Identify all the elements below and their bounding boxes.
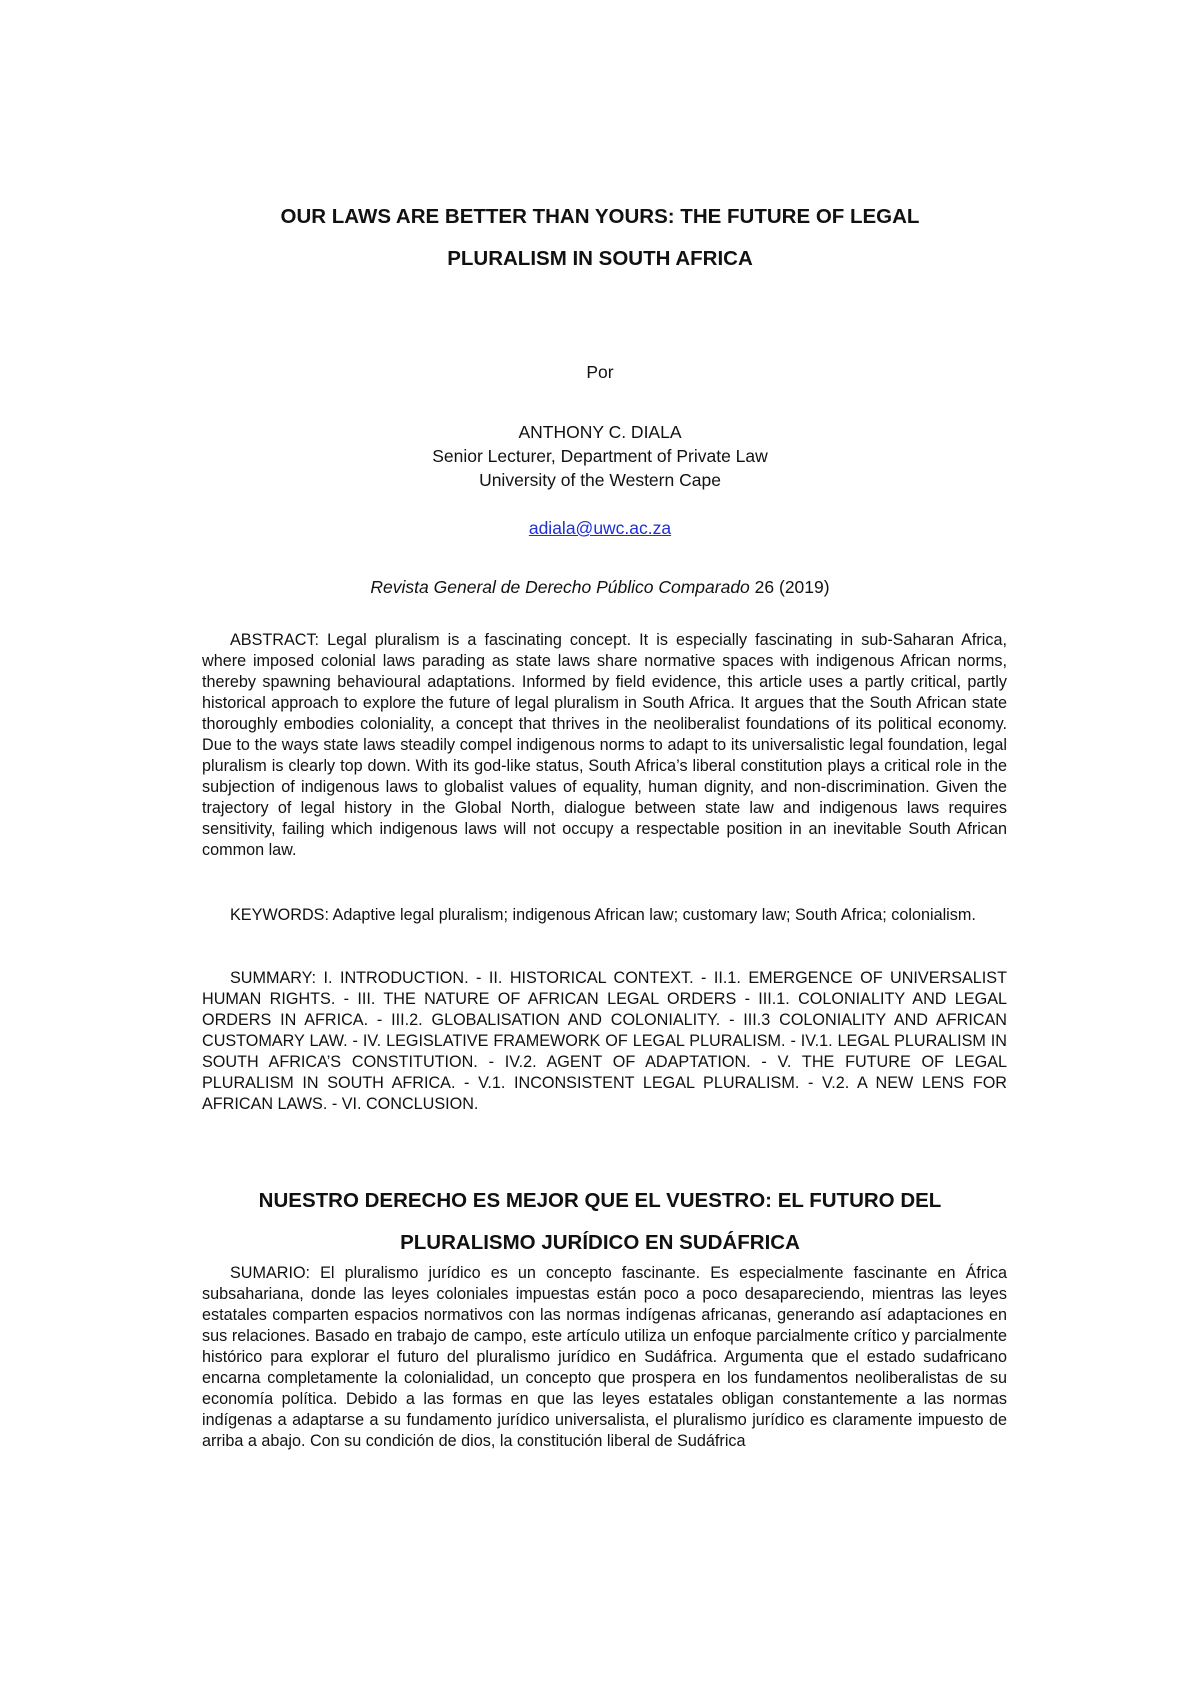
keywords-text: Adaptive legal pluralism; indigenous African law; customary law; South Africa; colonialism. [328, 906, 976, 924]
keywords-label: KEYWORDS: [230, 906, 329, 924]
sumario-label: SUMARIO: [230, 1264, 311, 1282]
author-position: Senior Lecturer, Department of Private Law [432, 446, 768, 466]
sumario-text: El pluralismo jurídico es un concepto fascinante. Es especialmente fascinante en África subsahariana, donde las leyes coloniales impuestas están poco a poco desapareciendo, mientras las leyes estatales comparten espacios normativos con las normas indígenas africanas, generando así adaptaciones en sus relaciones. Basado en trabajo de campo, este artículo utiliza un enfoque parcialmente crítico y parcialmente histórico para explorar el futuro del pluralismo jurídico en Sudáfrica. Argumenta que el estado sudafricano encarna completamente la colonialidad, un concepto que prospera en los fundamentos neoliberalistas de su economía política. Debido a las formas en que las leyes estatales obligan constantemente a las normas indígenas a adaptarse a su fundamento jurídico universalista, el pluralismo jurídico es claramente impuesto de arriba a abajo. Con su condición de dios, la constitución liberal de Sudáfrica [202, 1264, 1007, 1450]
abstract-text: Legal pluralism is a fascinating concept. It is especially fascinating in sub-Saharan Africa, where imposed colonial laws parading as state laws share normative spaces with indigenous African norms, thereby spawning behavioural adaptations. Informed by field evidence, this article uses a partly critical, partly historical approach to explore the future of legal pluralism in South Africa. It argues that the South African state thoroughly embodies coloniality, a concept that thrives in the neoliberalist foundations of its political economy. Due to the ways state laws steadily compel indigenous norms to adapt to its universalistic legal foundation, legal pluralism is clearly top down. With its god-like status, South Africa’s liberal constitution plays a critical role in the subjection of indigenous laws to globalist values of equality, human dignity, and non-discrimination. Given the trajectory of legal history in the Global North, dialogue between state law and indigenous laws requires sensitivity, failing which indigenous laws will not occupy a respectable position in an inevitable South African common law. [202, 631, 1007, 859]
summary-label: SUMMARY: [230, 969, 317, 987]
english-title-line-2: PLURALISM IN SOUTH AFRICA [447, 247, 753, 270]
journal-citation [200, 575, 1000, 599]
abstract-label: ABSTRACT: [230, 631, 320, 649]
email-block [200, 516, 1000, 540]
journal-name: Revista General de Derecho Público Comparado [370, 577, 750, 597]
byline-por: Por [586, 362, 614, 382]
summary-text: I. INTRODUCTION. - II. HISTORICAL CONTEXT. - II.1. EMERGENCE OF UNIVERSALIST HUMAN RIGHTS. - III. THE NATURE OF AFRICAN LEGAL ORDERS - III.1. COLONIALITY AND LEGAL ORDERS IN AFRICA. - III.2. GLOBALISATION AND COLONIALITY. - III.3 COLONIALITY AND AFRICAN CUSTOMARY LAW. - IV. LEGISLATIVE FRAMEWORK OF LEGAL PLURALISM. - IV.1. LEGAL PLURALISM IN SOUTH AFRICA’S CONSTITUTION. - IV.2. AGENT OF ADAPTATION. - V. THE FUTURE OF LEGAL PLURALISM IN SOUTH AFRICA. - V.1. INCONSISTENT LEGAL PLURALISM. - V.2. A NEW LENS FOR AFRICAN LAWS. - VI. CONCLUSION. [202, 969, 1007, 1113]
author-name: ANTHONY C. DIALA [518, 422, 682, 442]
english-title [200, 196, 1000, 280]
author-block [200, 420, 1000, 492]
spanish-title [200, 1180, 1000, 1264]
author-affiliation: University of the Western Cape [479, 470, 721, 490]
summary-paragraph [202, 968, 1007, 1115]
keywords-paragraph [202, 905, 1007, 926]
spanish-title-line-1: NUESTRO DERECHO ES MEJOR QUE EL VUESTRO: EL FUTURO DEL [258, 1189, 942, 1212]
spanish-title-line-2: PLURALISMO JURÍDICO EN SUDÁFRICA [400, 1231, 800, 1254]
sumario-paragraph [202, 1263, 1007, 1452]
author-email-link[interactable]: adiala@uwc.ac.za [528, 518, 672, 538]
english-title-line-1: OUR LAWS ARE BETTER THAN YOURS: THE FUTURE OF LEGAL [280, 205, 920, 228]
abstract-paragraph [202, 630, 1007, 861]
journal-issue: 26 (2019) [749, 577, 830, 597]
